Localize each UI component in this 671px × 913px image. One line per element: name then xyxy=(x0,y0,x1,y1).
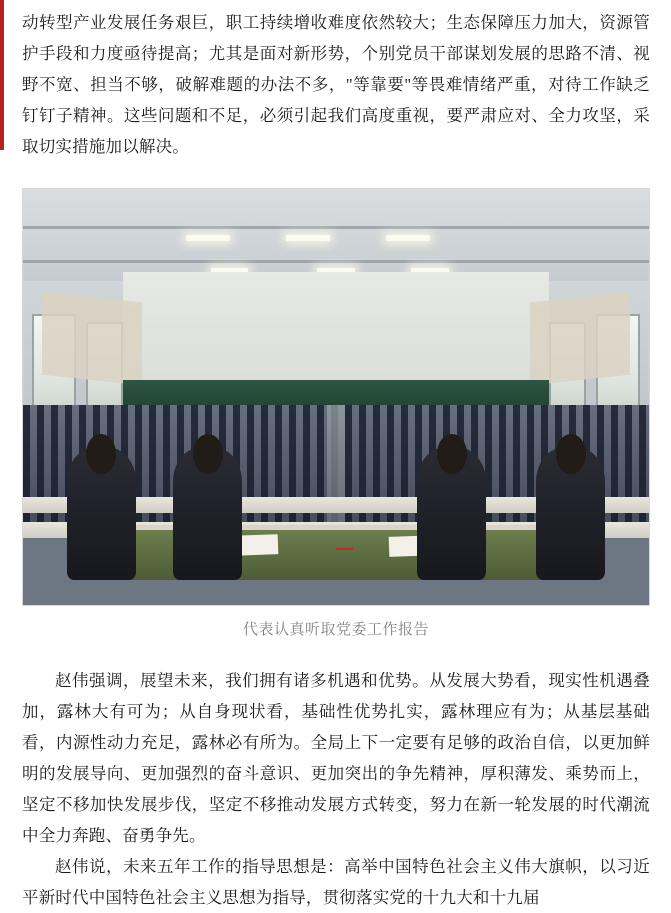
bottom-text-block xyxy=(22,665,650,913)
photo-wall-banner xyxy=(42,292,142,386)
photo-ceiling-light xyxy=(286,235,330,242)
top-text-block xyxy=(22,0,650,162)
photo-person-head xyxy=(437,434,467,474)
photo-foreground-person xyxy=(173,447,242,580)
conference-photo xyxy=(22,188,650,606)
photo-foreground-person xyxy=(417,447,486,580)
photo-foreground-person xyxy=(536,447,605,580)
paragraph-3: 赵伟说，未来五年工作的指导思想是：高举中国特色社会主义伟大旗帜，以习近平新时代中国特色社会主义思想为指导，贯彻落实党的十九大和十九届 xyxy=(22,857,650,907)
photo-ceiling-beam xyxy=(23,226,649,229)
photo-person-head xyxy=(86,434,116,474)
photo-desk-flag xyxy=(336,548,353,550)
photo-ceiling-light xyxy=(386,235,430,242)
paragraph-2: 赵伟强调，展望未来，我们拥有诸多机遇和优势。从发展大势看，现实性机遇叠加，露林大有可为；从自身现状看，基础性优势扎实，露林理应有为；从基层基础看，内源性动力充足，露林必有所为。全局上下一定要有足够的政治自信，以更加鲜明的发展导向、更加强烈的奋斗意识、更加突出的争先精神，厚积薄发、乘势而上，坚定不移加快发展步伐，坚定不移推动发展方式转变，努力在新一轮发展的时代潮流中全力奔跑、奋勇争先。 xyxy=(22,671,650,845)
photo-person-head xyxy=(193,434,223,474)
photo-ceiling-light xyxy=(186,235,230,242)
figure-caption: 代表认真听取党委工作报告 xyxy=(242,622,429,638)
paragraph-top: 动转型产业发展任务艰巨，职工持续增收难度依然较大；生态保障压力加大，资源管护手段和力度亟待提高；尤其是面对新形势，个别党员干部谋划发展的思路不清、视野不宽、担当不够，破解难题的办法不多，"等靠要"等畏难情绪严重，对待工作缺乏钉钉子精神。这些问题和不足，必须引起我们高度重视，要严肃应对、全力攻坚，采取切实措施加以解决。 xyxy=(22,13,650,156)
photo-person-head xyxy=(556,434,586,474)
article-figure xyxy=(22,188,650,639)
article-content xyxy=(22,0,650,913)
photo-front-table xyxy=(73,525,599,580)
photo-foreground-person xyxy=(67,447,136,580)
left-accent-rule xyxy=(0,0,4,150)
photo-wall-banner xyxy=(530,292,630,386)
photo-ceiling-beam xyxy=(23,260,649,263)
